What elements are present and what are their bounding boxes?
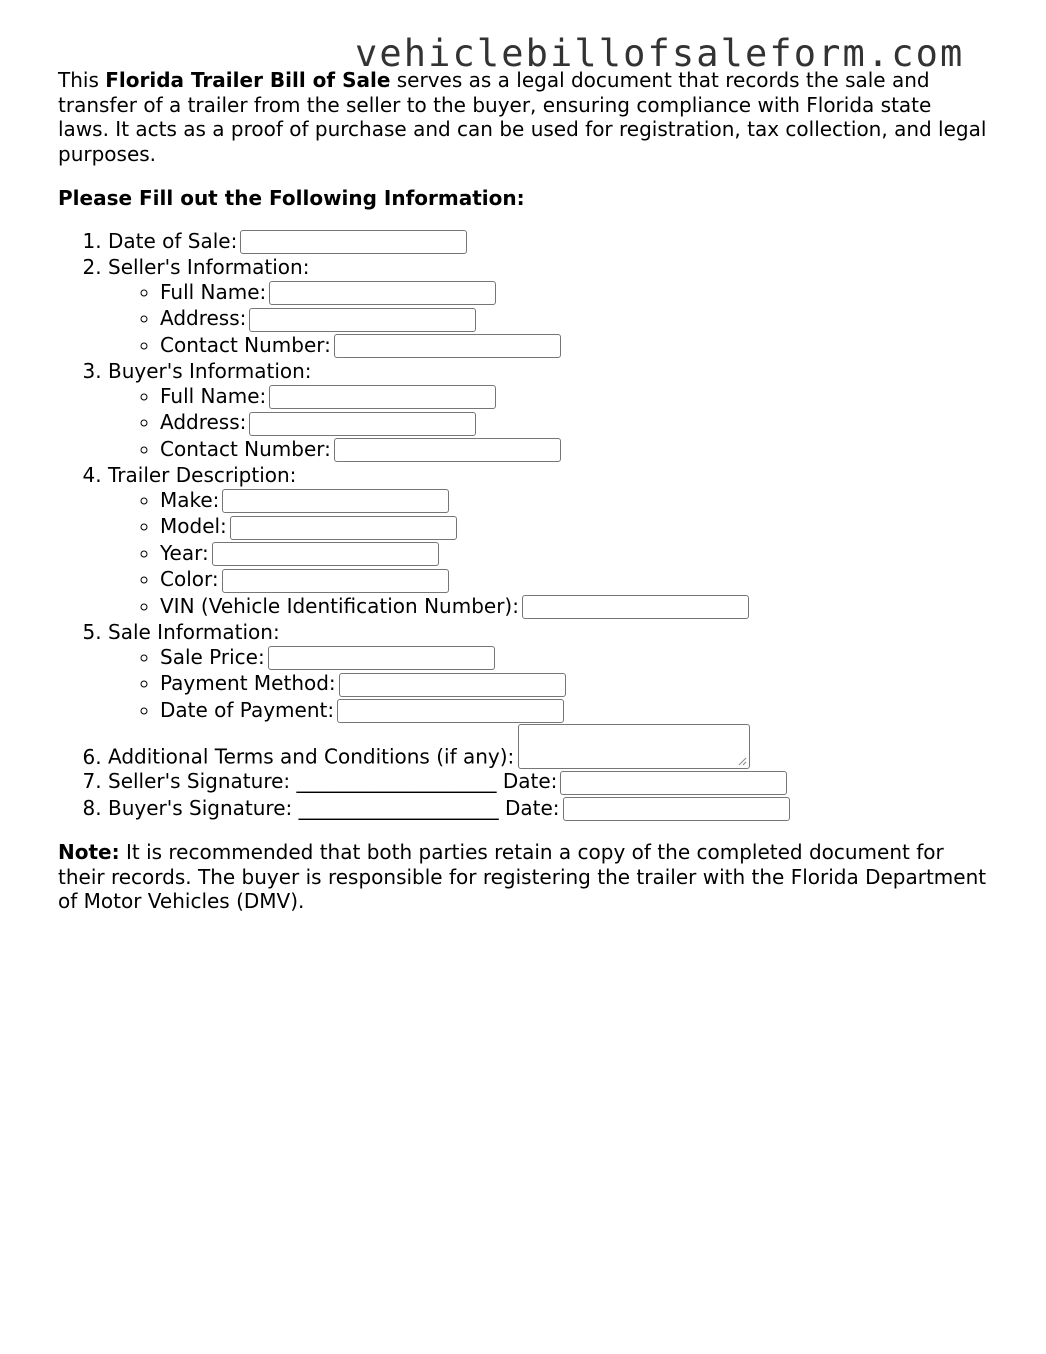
item-buyer-information (108, 359, 988, 463)
additional-terms-label: Additional Terms and Conditions (if any): (108, 744, 515, 769)
intro-prefix: This (58, 68, 106, 92)
trailer-make-input[interactable] (222, 489, 449, 513)
buyer-information-label: Buyer's Information: (108, 359, 312, 383)
trailer-fields (108, 488, 988, 621)
sale-fields (108, 645, 988, 725)
payment-method-input[interactable] (339, 673, 566, 697)
form-heading: Please Fill out the Following Information: (58, 186, 525, 210)
sale-information-label: Sale Information: (108, 620, 280, 644)
site-watermark: vehiclebillofsaleform.com (355, 32, 965, 75)
seller-address-input[interactable] (249, 308, 476, 332)
item-buyer-signature (108, 796, 988, 823)
note-paragraph (58, 840, 988, 914)
trailer-vin-label: VIN (Vehicle Identification Number): (160, 593, 519, 618)
payment-date-item (160, 698, 988, 725)
buyer-contact-input[interactable] (334, 438, 561, 462)
trailer-color-input[interactable] (222, 569, 449, 593)
seller-full-name-label: Full Name: (160, 279, 267, 304)
trailer-vin-input[interactable] (522, 595, 749, 619)
buyer-address-input[interactable] (249, 412, 476, 436)
note-text: It is recommended that both parties retain a copy of the completed document for their records. The buyer is responsible for registering the trailer with the Florida Department of Motor Vehicles (DMV). (58, 840, 987, 913)
trailer-year-input[interactable] (212, 542, 439, 566)
additional-terms-textarea[interactable] (518, 724, 750, 769)
payment-date-label: Date of Payment: (160, 697, 335, 722)
date-of-sale-label: Date of Sale: (108, 228, 238, 253)
item-additional-terms (108, 724, 988, 769)
trailer-color-label: Color: (160, 567, 219, 591)
item-trailer-description (108, 463, 988, 620)
payment-method-item (160, 671, 988, 698)
buyer-contact-item (160, 437, 988, 464)
buyer-fields (108, 384, 988, 464)
trailer-model-input[interactable] (230, 516, 457, 540)
payment-method-label: Payment Method: (160, 671, 336, 695)
seller-information-label: Seller's Information: (108, 255, 310, 279)
buyer-full-name-item (160, 384, 988, 411)
seller-signature-date-input[interactable] (560, 771, 787, 795)
seller-address-label: Address: (160, 306, 247, 330)
trailer-year-label: Year: (160, 540, 209, 565)
seller-contact-input[interactable] (334, 334, 561, 358)
seller-full-name-item (160, 280, 988, 307)
buyer-address-label: Address: (160, 410, 247, 434)
bill-of-sale-form (58, 68, 988, 914)
trailer-model-item (160, 514, 988, 541)
intro-text: serves as a legal document that records the sale and transfer of a trailer from the seller to the buyer, ensuring compliance with Florida state laws. It acts as a proof of purchase and can be used for registration, tax collection, and legal purposes. (58, 68, 987, 166)
sale-price-input[interactable] (268, 646, 495, 670)
sale-price-label: Sale Price: (160, 644, 265, 669)
buyer-signature-label: Buyer's Signature: ____________________ Date: (108, 795, 560, 820)
seller-address-item (160, 306, 988, 333)
seller-contact-label: Contact Number: (160, 332, 331, 357)
buyer-contact-label: Contact Number: (160, 436, 331, 461)
seller-full-name-input[interactable] (269, 281, 496, 305)
resize-grip-icon[interactable] (738, 757, 747, 766)
intro-form-title: Florida Trailer Bill of Sale (105, 68, 391, 92)
trailer-description-label: Trailer Description: (108, 463, 297, 487)
buyer-full-name-input[interactable] (269, 385, 496, 409)
date-of-sale-input[interactable] (240, 230, 467, 254)
trailer-year-item (160, 541, 988, 568)
trailer-model-label: Model: (160, 514, 227, 538)
trailer-make-item (160, 488, 988, 515)
seller-signature-label: Seller's Signature: ____________________ Date: (108, 769, 558, 793)
trailer-vin-item (160, 594, 988, 621)
form-fields-list (58, 229, 988, 823)
item-seller-information (108, 255, 988, 359)
buyer-signature-date-input[interactable] (563, 797, 790, 821)
seller-contact-item (160, 333, 988, 360)
sale-price-item (160, 645, 988, 672)
intro-paragraph (58, 68, 988, 166)
item-seller-signature (108, 769, 988, 796)
buyer-address-item (160, 410, 988, 437)
item-date-of-sale (108, 229, 988, 256)
note-label: Note: (58, 840, 120, 864)
item-sale-information (108, 620, 988, 724)
payment-date-input[interactable] (337, 699, 564, 723)
buyer-full-name-label: Full Name: (160, 383, 267, 408)
trailer-make-label: Make: (160, 487, 220, 512)
trailer-color-item (160, 567, 988, 594)
seller-fields (108, 280, 988, 360)
